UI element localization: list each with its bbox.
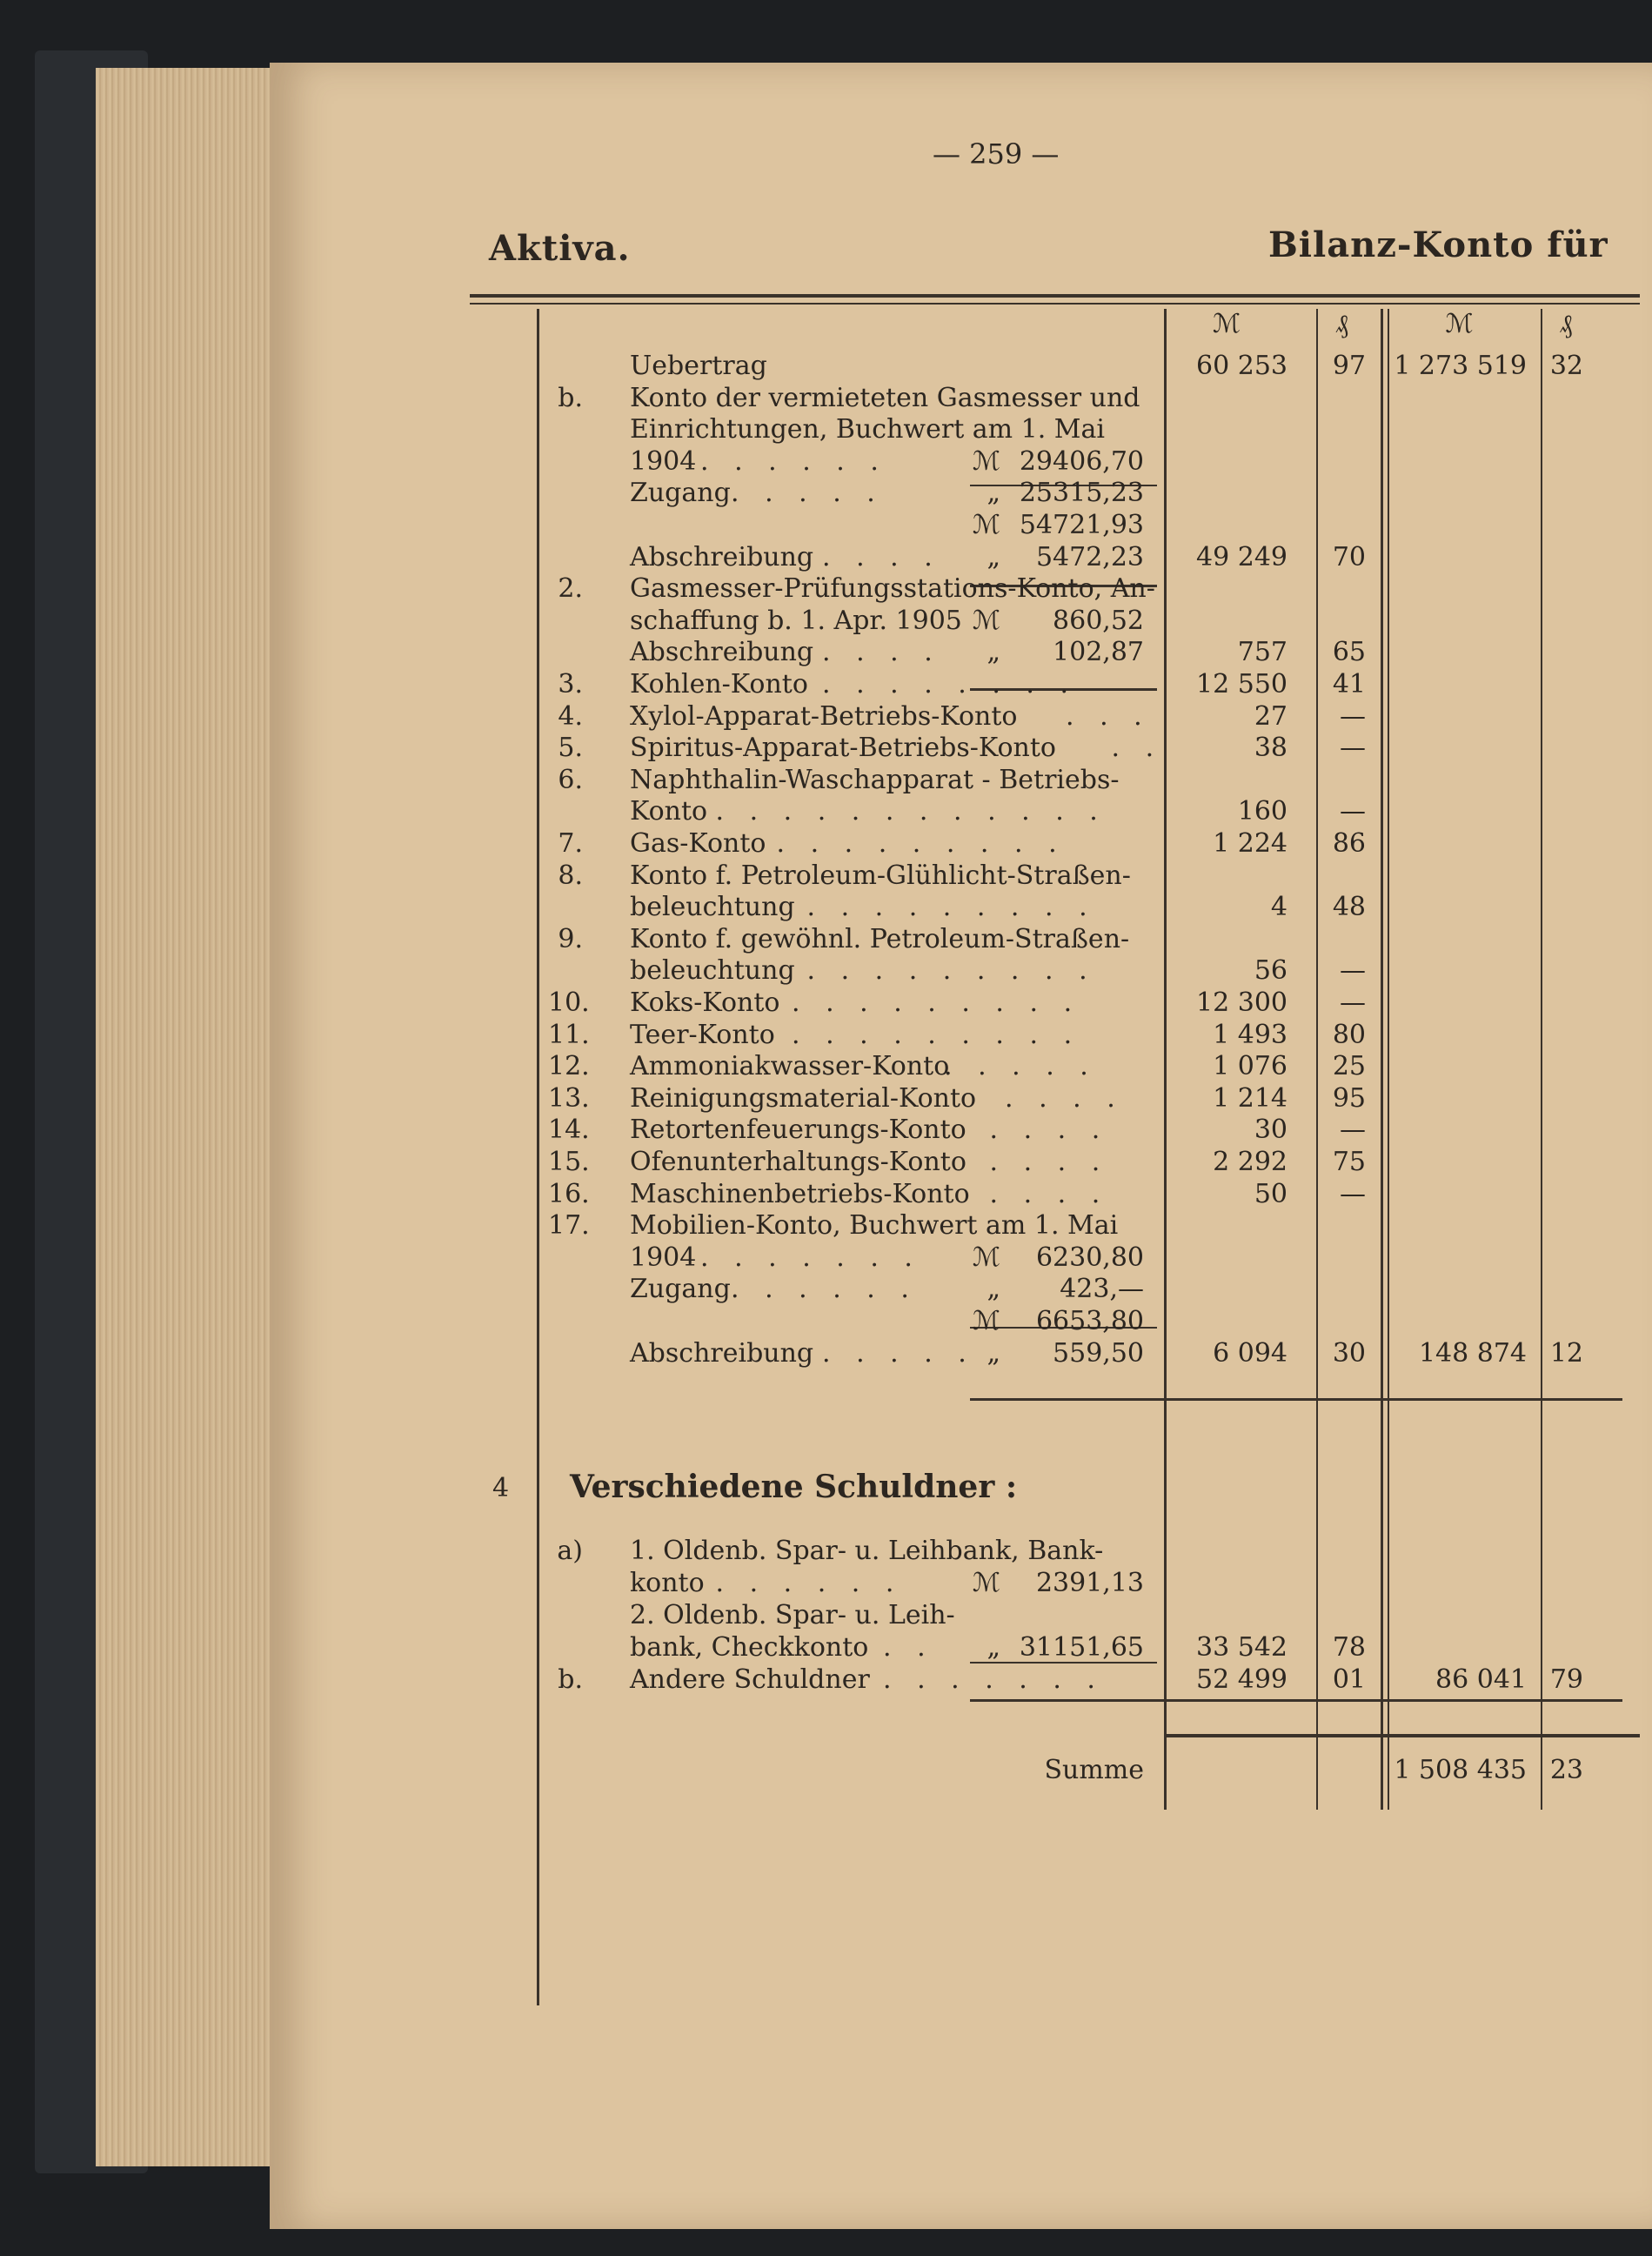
sub-amount: 54721,93 <box>1019 510 1144 540</box>
table-row <box>0 1664 1652 1696</box>
amount-prefix: „ <box>987 1274 1000 1305</box>
item-number: b. <box>558 382 583 413</box>
dot-leaders: . . . . . . . . . <box>806 892 1096 923</box>
mark-value: 60 253 <box>1196 351 1287 381</box>
sub-amount: 6230,80 <box>1035 1242 1144 1273</box>
item-description: beleuchtung <box>630 955 795 987</box>
table-row <box>0 796 1652 827</box>
item-description: Einrichtungen, Buchwert am 1. Mai <box>630 414 1106 445</box>
table-row <box>0 733 1652 764</box>
amount-prefix: „ <box>987 1337 1000 1369</box>
amount-prefix: ℳ <box>972 445 1000 477</box>
pf-value: 75 <box>1332 1147 1366 1177</box>
item-description: beleuchtung <box>630 892 795 923</box>
pf-header: ₰ <box>1335 309 1348 339</box>
table-row <box>0 414 1652 445</box>
mark-value: 49 249 <box>1196 541 1287 572</box>
item-description: 1904 <box>630 1242 697 1273</box>
item-description: 1904 <box>630 445 697 477</box>
dot-leaders: . . . . . <box>731 478 884 509</box>
table-row <box>0 669 1652 700</box>
item-number: 10. <box>548 987 590 1018</box>
sub-amount: 29406,70 <box>1019 445 1144 477</box>
item-description: Abschreibung <box>630 637 814 668</box>
item-description: 2. Oldenb. Spar- u. Leih- <box>630 1600 955 1630</box>
pf-header: ₰ <box>1559 309 1573 339</box>
pf-value: — <box>1340 796 1366 827</box>
dot-leaders: . . . . <box>989 1178 1109 1209</box>
item-description: Teer-Konto <box>630 1019 775 1050</box>
pf-value: 97 <box>1332 351 1366 381</box>
item-number: 15. <box>548 1147 590 1177</box>
table-row <box>0 1306 1652 1337</box>
column-header-row <box>0 309 1652 340</box>
grand-total-rule <box>1166 1734 1640 1737</box>
total-pf-value: 79 <box>1549 1664 1583 1695</box>
dot-leaders: . . . . . . <box>715 1568 903 1598</box>
pf-value: 65 <box>1332 637 1366 668</box>
item-description: Konto f. Petroleum-Glühlicht-Straßen- <box>630 860 1131 891</box>
item-description: Abschreibung <box>630 1337 814 1369</box>
header-aktiva: Aktiva. <box>489 228 631 269</box>
item-description: Uebertrag <box>630 351 767 381</box>
table-row <box>0 1632 1652 1664</box>
table-row <box>0 446 1652 478</box>
table-row <box>0 1600 1652 1631</box>
item-number: 6. <box>558 764 583 795</box>
mark-value: 6 094 <box>1213 1337 1287 1369</box>
item-number: 4. <box>558 700 583 732</box>
dot-leaders: . . . . . . <box>731 1274 918 1305</box>
mark-value: 27 <box>1254 700 1287 732</box>
item-description: konto <box>630 1568 705 1598</box>
pf-value: 48 <box>1332 892 1366 923</box>
mark-value: 1 493 <box>1213 1019 1287 1050</box>
table-row <box>0 351 1652 382</box>
table-row <box>0 1536 1652 1567</box>
item-description: Andere Schuldner <box>630 1664 870 1695</box>
mark-value: 1 076 <box>1213 1051 1287 1082</box>
dot-leaders: . . . . . . . . <box>822 669 1078 700</box>
item-number: 16. <box>548 1178 590 1209</box>
item-description: Konto <box>630 796 708 827</box>
mark-value: 38 <box>1254 733 1287 764</box>
item-description: Gas-Konto <box>630 828 766 859</box>
item-number: 17. <box>548 1210 590 1242</box>
item-number: 13. <box>548 1082 590 1114</box>
mark-value: 30 <box>1254 1115 1287 1146</box>
dot-leaders: . . . . . . . . . <box>792 1019 1081 1050</box>
item-description: Zugang <box>630 1274 731 1305</box>
dot-leaders: . . . . . <box>822 1337 975 1369</box>
mark-header: ℳ <box>1445 309 1474 339</box>
item-description: Ofenunterhaltungs-Konto <box>630 1147 966 1177</box>
dot-leaders: . . . . . . <box>700 445 887 477</box>
mark-value: 56 <box>1254 955 1287 987</box>
pf-value: 95 <box>1332 1082 1366 1114</box>
pf-value: 86 <box>1332 828 1366 859</box>
item-number: 9. <box>558 923 583 954</box>
header-bilanz-konto: Bilanz-Konto für <box>1268 224 1609 265</box>
item-description: Konto der vermieteten Gasmesser und <box>630 382 1140 413</box>
table-row <box>0 573 1652 605</box>
dot-leaders: . . <box>883 1632 934 1663</box>
total-label: Summe <box>1044 1755 1144 1785</box>
amount-prefix: „ <box>987 1632 1000 1663</box>
table-row <box>0 637 1652 668</box>
sub-amount: 423,— <box>1060 1274 1144 1305</box>
dot-leaders: . . . . . . . <box>700 1242 921 1273</box>
amount-prefix: ℳ <box>972 1568 1000 1598</box>
dot-leaders: . . . . . . . . . . . . <box>715 796 1107 827</box>
item-description: 1. Oldenb. Spar- u. Leihbank, Bank- <box>630 1536 1104 1566</box>
table-row <box>0 1083 1652 1115</box>
item-number: 14. <box>548 1115 590 1146</box>
table-row <box>0 478 1652 509</box>
total-mark-value: 148 874 <box>1418 1337 1527 1369</box>
item-number: 12. <box>548 1051 590 1082</box>
table-row <box>0 701 1652 733</box>
item-number: 5. <box>558 733 583 764</box>
pf-value: 41 <box>1332 669 1366 700</box>
mark-value: 50 <box>1254 1178 1287 1209</box>
pf-value: — <box>1340 987 1366 1018</box>
mark-header: ℳ <box>1212 309 1241 339</box>
pf-value: — <box>1340 1178 1366 1209</box>
table-row <box>0 606 1652 637</box>
pf-value: 80 <box>1332 1019 1366 1050</box>
mark-value: 1 214 <box>1213 1082 1287 1114</box>
item-number: 7. <box>558 828 583 859</box>
item-description: Koks-Konto <box>630 987 780 1018</box>
mark-value: 2 292 <box>1213 1147 1287 1177</box>
sub-amount: 2391,13 <box>1035 1568 1144 1598</box>
total-mark-value: 86 041 <box>1435 1664 1527 1695</box>
sub-amount: 860,52 <box>1053 605 1144 636</box>
sub-amount: 31151,65 <box>1019 1632 1144 1663</box>
table-row <box>0 1274 1652 1305</box>
item-description: Mobilien-Konto, Buchwert am 1. Mai <box>630 1210 1119 1242</box>
amount-prefix: ℳ <box>972 510 1000 540</box>
item-description: Retortenfeuerungs-Konto <box>630 1115 966 1146</box>
pf-value: — <box>1340 733 1366 764</box>
amount-prefix: „ <box>987 637 1000 668</box>
pf-value: 70 <box>1332 541 1366 572</box>
section-number: 4 <box>492 1473 510 1503</box>
item-description: Maschinenbetriebs-Konto <box>630 1178 970 1209</box>
item-description: Gasmesser-Prüfungsstations-Konto, An- <box>630 573 1155 605</box>
table-row <box>0 510 1652 541</box>
item-number: a) <box>557 1536 583 1566</box>
mark-value: 1 224 <box>1213 828 1287 859</box>
table-row <box>0 1242 1652 1274</box>
table-row <box>0 1568 1652 1599</box>
table-row <box>0 1179 1652 1210</box>
header-rule-thick <box>470 294 1640 298</box>
table-row <box>0 955 1652 987</box>
item-description: Zugang <box>630 478 731 509</box>
header-rule-thin <box>470 303 1640 305</box>
table-row <box>0 542 1652 573</box>
pf-value: — <box>1340 1115 1366 1146</box>
item-description: Reinigungsmaterial-Konto <box>630 1082 977 1114</box>
section-total-rule <box>970 1699 1622 1702</box>
dot-leaders: . . . . <box>822 637 941 668</box>
item-description: Ammoniakwasser-Konto <box>630 1051 950 1082</box>
dot-leaders: . . <box>1111 733 1163 764</box>
section-total-rule <box>970 1398 1622 1401</box>
pf-value: — <box>1340 955 1366 987</box>
pf-value: 25 <box>1332 1051 1366 1082</box>
pf-value: 30 <box>1332 1337 1366 1369</box>
dot-leaders: . . . . <box>989 1115 1109 1146</box>
amount-prefix: „ <box>987 541 1000 572</box>
pf-value: 01 <box>1332 1664 1366 1695</box>
table-row <box>0 860 1652 892</box>
mark-value: 12 550 <box>1196 669 1287 700</box>
sub-amount: 6653,80 <box>1035 1306 1144 1336</box>
sub-amount: 5472,23 <box>1035 541 1144 572</box>
total-mark-value: 1 273 519 <box>1394 351 1527 381</box>
item-description: Naphthalin-Waschapparat - Betriebs- <box>630 764 1120 795</box>
dot-leaders: . . . . . . . . . <box>806 955 1096 987</box>
item-description: Kohlen-Konto <box>630 669 808 700</box>
table-row <box>0 1020 1652 1051</box>
item-number: 2. <box>558 573 583 605</box>
total-pf-value: 32 <box>1549 351 1583 381</box>
amount-prefix: ℳ <box>972 605 1000 636</box>
table-row <box>0 383 1652 414</box>
table-row <box>0 828 1652 860</box>
table-row <box>0 1210 1652 1242</box>
table-row <box>0 1115 1652 1146</box>
item-description: bank, Checkkonto <box>630 1632 869 1663</box>
item-number: 3. <box>558 669 583 700</box>
total-pf: 23 <box>1549 1755 1583 1785</box>
dot-leaders: . . . <box>1066 700 1151 732</box>
item-description: Konto f. gewöhnl. Petroleum-Straßen- <box>630 923 1130 954</box>
item-description: Xylol-Apparat-Betriebs-Konto <box>630 700 1018 732</box>
section-title: Verschiedene Schuldner : <box>570 1469 1018 1505</box>
amount-prefix: ℳ <box>972 1306 1000 1336</box>
sub-amount: 102,87 <box>1053 637 1144 668</box>
dot-leaders: . . . . . . . . . <box>776 828 1066 859</box>
item-number: 8. <box>558 860 583 891</box>
amount-prefix: ℳ <box>972 1242 1000 1273</box>
dot-leaders: . . . . <box>1005 1082 1124 1114</box>
dot-leaders: . . . . . . . . . <box>792 987 1081 1018</box>
table-row <box>0 924 1652 955</box>
total-pf-value: 12 <box>1549 1337 1583 1369</box>
item-description: schaffung b. 1. Apr. 1905 <box>630 605 962 636</box>
table-row <box>0 892 1652 923</box>
item-number: 11. <box>548 1019 590 1050</box>
dot-leaders: . . . . . . . <box>883 1664 1104 1695</box>
pf-value: 78 <box>1332 1632 1366 1663</box>
total-mark: 1 508 435 <box>1394 1755 1527 1785</box>
amount-prefix: „ <box>987 478 1000 509</box>
table-row <box>0 1147 1652 1178</box>
sub-amount: 25315,23 <box>1019 478 1144 509</box>
table-row <box>0 765 1652 796</box>
page-number: — 259 — <box>933 137 1060 171</box>
item-description: Abschreibung <box>630 541 814 572</box>
dot-leaders: . . . . <box>989 1147 1109 1177</box>
table-row <box>0 987 1652 1019</box>
mark-value: 160 <box>1237 796 1287 827</box>
dot-leaders: . . . . <box>822 541 941 572</box>
item-number: b. <box>558 1664 583 1695</box>
item-description: Spiritus-Apparat-Betriebs-Konto <box>630 733 1056 764</box>
mark-value: 12 300 <box>1196 987 1287 1018</box>
table-row <box>0 1051 1652 1082</box>
mark-value: 52 499 <box>1196 1664 1287 1695</box>
sub-amount: 559,50 <box>1053 1337 1144 1369</box>
mark-value: 33 542 <box>1196 1632 1287 1663</box>
table-row <box>0 1338 1652 1369</box>
mark-value: 757 <box>1237 637 1287 668</box>
dot-leaders: . . . . . <box>944 1051 1097 1082</box>
pf-value: — <box>1340 700 1366 732</box>
total-row <box>0 1755 1652 1786</box>
mark-value: 4 <box>1270 892 1287 923</box>
